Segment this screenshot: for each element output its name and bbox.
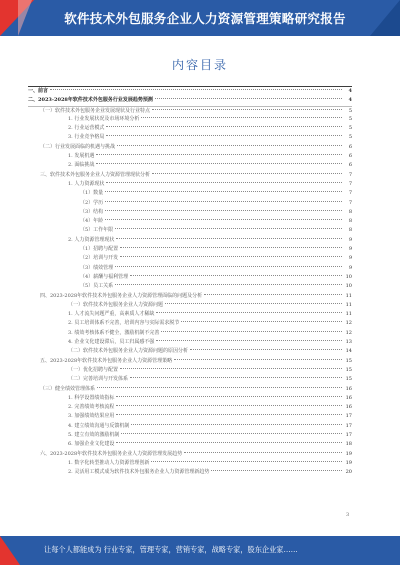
toc-entry[interactable] xyxy=(28,124,352,133)
toc-entry-text: 3. 绩效考核体系不健全，激励机制不完善 xyxy=(68,329,160,336)
toc-entry-text: （3）结构 xyxy=(80,208,104,215)
toc-entry[interactable] xyxy=(28,440,352,449)
toc-entry-page: 15 xyxy=(345,357,352,364)
toc-entry-page: 13 xyxy=(345,339,352,346)
header-dark-decoration xyxy=(370,0,400,36)
toc-entry-page: 16 xyxy=(345,385,352,392)
toc-dot-leader xyxy=(130,275,342,276)
toc-dot-leader xyxy=(115,266,342,267)
toc-entry-page: 19 xyxy=(345,459,352,466)
toc-entry-page: 9 xyxy=(348,246,352,253)
toc-entry[interactable] xyxy=(28,459,352,468)
toc-entry-page: 14 xyxy=(345,348,352,355)
toc-entry-text: 1. 科学设置绩效指标 xyxy=(68,394,115,401)
toc-entry-text: 六、2023-2028年软件技术外包服务企业人力资源管理发展趋势 xyxy=(40,450,183,457)
toc-entry[interactable] xyxy=(28,375,352,384)
toc-entry[interactable] xyxy=(28,152,352,161)
toc-entry-text: （1）数量 xyxy=(80,190,104,197)
toc-entry-text: 2. 行业运营模式 xyxy=(68,125,105,132)
toc-entry-text: 5. 建立有效的激励机制 xyxy=(68,431,120,438)
toc-entry[interactable] xyxy=(28,180,352,189)
toc-entry[interactable] xyxy=(28,431,352,440)
toc-dot-leader xyxy=(50,89,342,90)
toc-entry[interactable] xyxy=(28,385,352,394)
toc-entry-text: 三、软件技术外包服务企业人力资源管理现状分析 xyxy=(40,171,151,178)
toc-dot-leader xyxy=(155,98,342,99)
toc-dot-leader xyxy=(121,433,342,434)
toc-entry[interactable] xyxy=(28,450,352,459)
toc-entry-text: （三）健全绩效管理体系 xyxy=(40,385,96,392)
toc-entry-text: 2. 人力资源管理现状 xyxy=(68,236,115,243)
footer-slogan: 让每个人都能成为 行业专家，管理专家，营销专家，战略专家，股东企业家…… xyxy=(44,545,298,554)
toc-entry-page: 6 xyxy=(348,143,352,150)
toc-entry[interactable] xyxy=(28,189,352,198)
header-pink-decoration xyxy=(18,0,32,36)
toc-entry-page: 10 xyxy=(345,273,352,280)
toc-entry[interactable] xyxy=(28,115,352,124)
toc-dot-leader xyxy=(115,228,342,229)
toc-entry-page: 16 xyxy=(345,394,352,401)
toc-entry-page: 8 xyxy=(348,208,352,215)
toc-entry[interactable] xyxy=(28,357,352,366)
toc-dot-leader xyxy=(156,312,342,313)
toc-entry-text: 1. 行业发展状况及市场环境分析 xyxy=(68,115,140,122)
toc-entry[interactable] xyxy=(28,412,352,421)
toc-dot-leader xyxy=(204,294,342,295)
toc-entry-text: 四、2023-2028年软件技术外包服务企业人力资源管理面临的问题及分析 xyxy=(40,292,203,299)
table-of-contents xyxy=(28,86,352,477)
toc-dot-leader xyxy=(105,219,342,220)
toc-dot-leader xyxy=(130,377,342,378)
toc-entry[interactable] xyxy=(28,106,352,115)
toc-entry-text: （1）招聘与配置 xyxy=(80,246,119,253)
toc-dot-leader xyxy=(115,284,342,285)
toc-entry-page: 8 xyxy=(348,227,352,234)
toc-dot-leader xyxy=(174,359,342,360)
toc-dot-leader xyxy=(184,452,342,453)
toc-entry-text: 五、2023-2028年软件技术外包服务企业人力资源管理策略 xyxy=(40,357,173,364)
toc-dot-leader xyxy=(116,442,342,443)
toc-entry[interactable] xyxy=(28,422,352,431)
page-number: 3 xyxy=(346,512,350,518)
toc-dot-leader xyxy=(105,201,342,202)
toc-entry-page: 11 xyxy=(345,292,352,299)
toc-entry-text: 3. 行业竞争格局 xyxy=(68,134,105,141)
toc-dot-leader xyxy=(105,191,342,192)
toc-entry[interactable] xyxy=(28,133,352,142)
toc-entry-page: 17 xyxy=(345,413,352,420)
toc-entry-page: 10 xyxy=(345,283,352,290)
toc-entry[interactable] xyxy=(28,366,352,375)
toc-dot-leader xyxy=(116,405,342,406)
toc-entry-page: 9 xyxy=(348,236,352,243)
document-title: 软件技术外包服务企业人力资源管理策略研究报告 xyxy=(64,11,346,26)
toc-entry-text: 2. 完善绩效考核流程 xyxy=(68,404,115,411)
toc-entry[interactable] xyxy=(28,161,352,170)
toc-entry-text: （5）工作年限 xyxy=(80,227,114,234)
toc-dot-leader xyxy=(96,154,342,155)
toc-entry-page: 4 xyxy=(348,97,352,104)
toc-entry-text: 3. 加强绩效结果应用 xyxy=(68,413,115,420)
toc-entry-page: 11 xyxy=(345,301,352,308)
toc-dot-leader xyxy=(116,396,342,397)
toc-entry-page: 7 xyxy=(348,171,352,178)
toc-entry[interactable] xyxy=(28,96,352,105)
toc-entry-page: 15 xyxy=(345,376,352,383)
toc-entry-page: 5 xyxy=(348,107,352,114)
toc-entry-page: 6 xyxy=(348,162,352,169)
toc-entry-text: 2. 员工培训体系不完善，培训内容与实际需求脱节 xyxy=(68,320,180,327)
toc-entry-page: 9 xyxy=(348,255,352,262)
toc-entry-page: 5 xyxy=(348,115,352,122)
toc-entry-text: 1. 人才流失问题严重，高素质人才稀缺 xyxy=(68,311,155,318)
toc-entry[interactable] xyxy=(28,338,352,347)
toc-dot-leader xyxy=(106,126,342,127)
toc-entry-text: （4）薪酬与福利管理 xyxy=(80,273,129,280)
toc-dot-leader xyxy=(96,163,342,164)
toc-entry[interactable] xyxy=(28,171,352,180)
toc-entry-text: （二）完善培训与开发体系 xyxy=(68,376,129,383)
toc-entry-page: 6 xyxy=(348,153,352,160)
toc-entry-page: 7 xyxy=(348,199,352,206)
toc-entry[interactable] xyxy=(28,217,352,226)
toc-dot-leader xyxy=(106,182,342,183)
toc-dot-leader xyxy=(141,117,342,118)
toc-dot-leader xyxy=(161,331,342,332)
toc-entry[interactable] xyxy=(28,329,352,338)
toc-entry-text: （二）软件技术外包服务企业人力资源问题的原因分析 xyxy=(68,348,189,355)
toc-entry[interactable] xyxy=(28,226,352,235)
toc-dot-leader xyxy=(97,387,342,388)
toc-entry[interactable] xyxy=(28,403,352,412)
toc-entry-page: 17 xyxy=(345,431,352,438)
toc-dot-leader xyxy=(120,247,342,248)
toc-dot-leader xyxy=(151,461,342,462)
toc-entry-page: 11 xyxy=(345,311,352,318)
toc-entry-page: 20 xyxy=(345,469,352,476)
toc-entry-page: 8 xyxy=(348,218,352,225)
toc-entry[interactable] xyxy=(28,208,352,217)
toc-dot-leader xyxy=(116,414,342,415)
toc-entry[interactable] xyxy=(28,245,352,254)
toc-entry-text: （5）员工关系 xyxy=(80,283,114,290)
toc-entry-text: （3）绩效管理 xyxy=(80,264,114,271)
toc-dot-leader xyxy=(156,340,342,341)
toc-entry[interactable] xyxy=(28,282,352,291)
toc-entry[interactable] xyxy=(28,236,352,245)
toc-entry-text: 一、前言 xyxy=(28,88,49,94)
toc-dot-leader xyxy=(165,303,342,304)
toc-entry-page: 5 xyxy=(348,125,352,132)
toc-entry-text: 二、2023-2028年软件技术外包服务行业发展趋势预测 xyxy=(28,97,153,104)
toc-entry-text: 1. 发展机遇 xyxy=(68,153,95,160)
toc-entry-page: 19 xyxy=(345,450,352,457)
toc-entry[interactable] xyxy=(28,87,352,96)
toc-dot-leader xyxy=(152,109,342,110)
toc-dot-leader xyxy=(152,173,342,174)
toc-entry-text: 2. 面临挑战 xyxy=(68,162,95,169)
toc-dot-leader xyxy=(116,238,342,239)
toc-entry-page: 7 xyxy=(348,190,352,197)
toc-entry-text: （2）培训与开发 xyxy=(80,255,119,262)
toc-entry[interactable] xyxy=(28,468,352,477)
toc-dot-leader xyxy=(120,256,342,257)
toc-dot-leader xyxy=(190,349,342,350)
toc-entry[interactable] xyxy=(28,143,352,152)
toc-entry-page: 18 xyxy=(345,441,352,448)
toc-entry-page: 12 xyxy=(345,329,352,336)
toc-entry[interactable] xyxy=(28,264,352,273)
toc-entry-page: 5 xyxy=(348,134,352,141)
toc-title: 内容目录 xyxy=(171,58,228,72)
toc-dot-leader xyxy=(117,145,342,146)
toc-entry-text: 6. 加强企业文化建设 xyxy=(68,441,115,448)
toc-entry-text: （一）软件技术外包服务企业人力资源问题 xyxy=(68,301,164,308)
toc-entry-text: （一）优化招聘与配置 xyxy=(68,366,119,373)
toc-entry-text: （一）软件技术外包服务企业发展现状及行业特点 xyxy=(40,107,151,114)
toc-dot-leader xyxy=(105,210,342,211)
toc-entry-text: （4）年龄 xyxy=(80,218,104,225)
toc-entry[interactable] xyxy=(28,273,352,282)
toc-entry[interactable] xyxy=(28,301,352,310)
footer-banner xyxy=(0,536,400,565)
toc-entry-text: 4. 企业文化建设滞后，员工归属感不强 xyxy=(68,339,155,346)
toc-entry-text: 1. 数字化转型推动人力资源管理创新 xyxy=(68,459,150,466)
toc-entry[interactable] xyxy=(28,394,352,403)
toc-dot-leader xyxy=(211,470,342,471)
header-banner xyxy=(0,0,400,36)
toc-entry-page: 15 xyxy=(345,366,352,373)
toc-dot-leader xyxy=(131,424,342,425)
footer-red-decoration xyxy=(0,536,20,565)
toc-entry[interactable] xyxy=(28,319,352,328)
toc-entry-page: 12 xyxy=(345,320,352,327)
toc-entry[interactable] xyxy=(28,292,352,301)
toc-entry[interactable] xyxy=(28,199,352,208)
toc-dot-leader xyxy=(120,368,342,369)
toc-entry[interactable] xyxy=(28,347,352,356)
toc-dot-leader xyxy=(106,135,342,136)
toc-entry-text: 1. 人力资源现状 xyxy=(68,180,105,187)
toc-entry-text: 2. 灵活用工模式成为软件技术外包服务企业人力资源管理新趋势 xyxy=(68,469,210,476)
toc-entry-page: 4 xyxy=(348,88,352,94)
toc-entry-text: （2）学历 xyxy=(80,199,104,206)
toc-entry-text: （二）行业发展面临的机遇与挑战 xyxy=(40,143,116,150)
toc-entry[interactable] xyxy=(28,254,352,263)
toc-entry-page: 16 xyxy=(345,404,352,411)
toc-entry-text: 4. 建立绩效沟通与反馈机制 xyxy=(68,422,130,429)
toc-entry-page: 17 xyxy=(345,422,352,429)
toc-entry-page: 9 xyxy=(348,264,352,271)
toc-entry-page: 7 xyxy=(348,180,352,187)
toc-dot-leader xyxy=(181,321,342,322)
toc-entry[interactable] xyxy=(28,310,352,319)
